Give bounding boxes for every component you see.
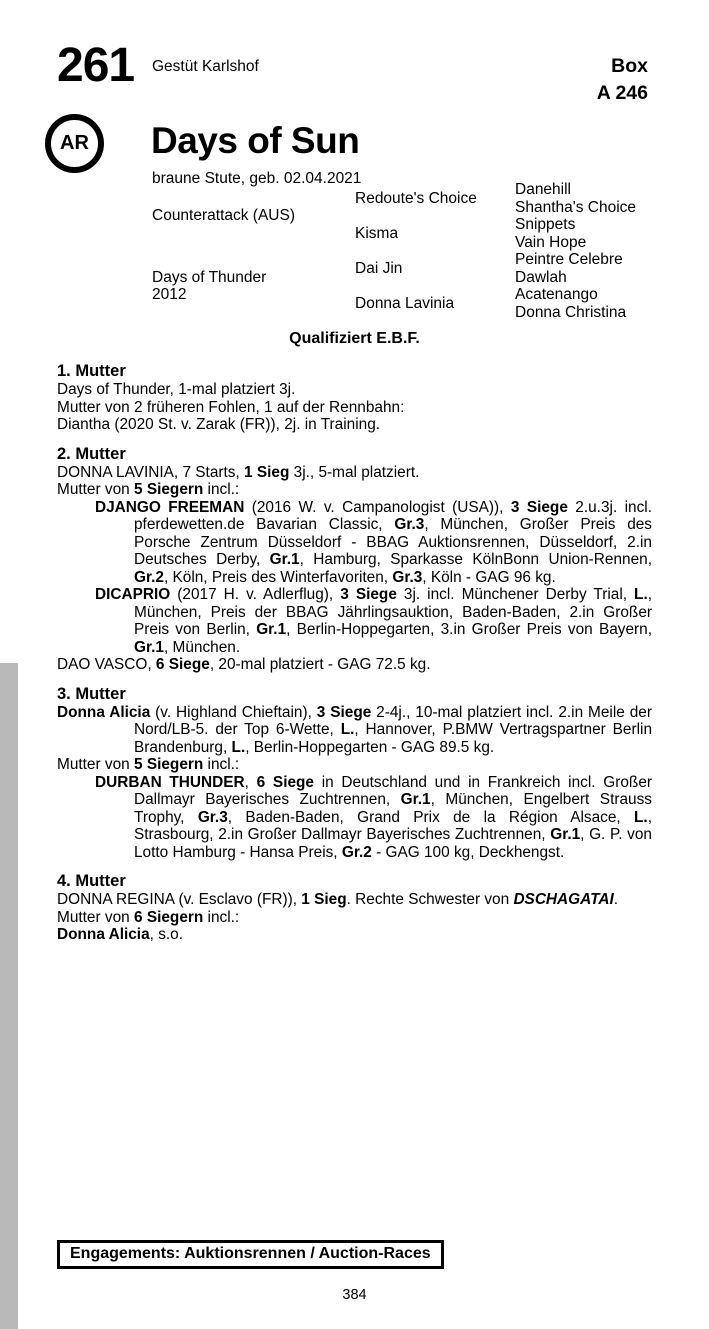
section-heading: 4. Mutter [57, 872, 126, 890]
pedigree-text-paragraph: DONNA LAVINIA, 7 Starts, 1 Sieg 3j., 5-mal platziert. [57, 463, 420, 481]
box-assignment [597, 53, 648, 107]
pedigree-text-paragraph: DJANGO FREEMAN (2016 W. v. Campanologist (USA)), 3 Siege 2.u.3j. incl. pferdewetten.de Bavarian Classic, Gr.3, München, Großer Preis des Porsche Zentrum Düsseldorf - BBAG Auktionsrennen, Düsseldorf, 2.in Deutsches Derby, Gr.1, Hamburg, Sparkasse KölnBonn Union-Rennen, Gr.2, Köln, Preis des Winterfavoriten, Gr.3, Köln - GAG 96 kg. [95, 498, 653, 586]
great-grandparent-name: Dawlah [515, 268, 567, 286]
breeder-brand-mark [45, 114, 104, 173]
pedigree-text-paragraph: DICAPRIO (2017 H. v. Adlerflug), 3 Siege 3j. incl. Münchener Derby Trial, L., München, Preis der BBAG Jährlingsauktion, Baden-Baden, 2.in Großer Preis von Berlin, Gr.1, Berlin-Hoppegarten, 3.in Großer Preis von Bayern, Gr.1, München. [95, 586, 653, 656]
great-grandparent-name: Peintre Celebre [515, 251, 623, 268]
pedigree-text-paragraph: Donna Alicia, s.o. [57, 926, 184, 943]
grandparent-name: Kisma [355, 224, 399, 242]
section-heading: 1. Mutter [57, 362, 126, 380]
grandparent-name: Redoute's Choice [355, 189, 477, 207]
pedigree-text-paragraph: DURBAN THUNDER, 6 Siege in Deutschland und in Frankreich incl. Großer Dallmayr Bayerisches Zuchtrennen, Gr.1, München, Engelbert Strauss Trophy, Gr.3, Baden-Baden, Grand Prix de la Région Alsace, L., Strasbourg, 2.in Großer Dallmayr Bayerisches Zuchtrennen, Gr.1, G. P. von Lotto Hamburg - Hansa Preis, Gr.2 - GAG 100 kg, Deckhengst. [95, 773, 652, 861]
great-grandparent-name: Acatenango [515, 286, 598, 303]
brand-letters: AR [60, 132, 89, 154]
pedigree-text-paragraph: DAO VASCO, 6 Siege, 20-mal platziert - GAG 72.5 kg. [57, 656, 431, 673]
section-heading: 3. Mutter [57, 684, 126, 703]
great-grandparent-name: Danehill [515, 181, 572, 198]
dam-year: 2012 [152, 286, 187, 303]
pedigree-text-paragraph: Days of Thunder, 1-mal platziert 3j. [57, 381, 296, 398]
great-grandparent-name: Vain Hope [515, 233, 587, 251]
horse-description: braune Stute, geb. 02.04.2021 [152, 170, 362, 187]
pedigree-text-paragraph: Diantha (2020 St. v. Zarak (FR)), 2j. in Training. [57, 416, 381, 433]
pedigree-text-paragraph: Mutter von 5 Siegern incl.: [57, 481, 240, 498]
mutter-sections [57, 351, 652, 944]
engagements-box: Engagements: Auktionsrennen / Auction-Races [57, 1240, 444, 1269]
section-heading: 2. Mutter [57, 444, 126, 463]
sire-name: Counterattack (AUS) [152, 207, 295, 225]
lot-number: 261 [57, 39, 135, 92]
pedigree-text-paragraph: Donna Alicia (v. Highland Chieftain), 3 Siege 2-4j., 10-mal platziert incl. 2.in Meile der Nord/LB-5. der Top 6-Wette, L., Hannover, P.BMW Vertragspartner Berlin Brandenburg, L., Berlin-Hoppegarten - GAG 89.5 kg. [57, 703, 653, 756]
pedigree-text-paragraph: Mutter von 5 Siegern incl.: [57, 756, 240, 773]
great-grandparent-name: Donna Christina [515, 303, 627, 321]
pedigree-text-paragraph: Mutter von 2 früheren Fohlen, 1 auf der Rennbahn: [57, 398, 405, 416]
box-number: A 246 [596, 82, 648, 104]
grandparent-name: Dai Jin [355, 259, 403, 277]
pedigree-text-paragraph: DONNA REGINA (v. Esclavo (FR)), 1 Sieg. Rechte Schwester von DSCHAGATAI. [57, 891, 619, 908]
great-grandparent-name: Snippets [515, 216, 576, 233]
grandparent-name: Donna Lavinia [355, 294, 455, 312]
ebf-qualification: Qualifiziert E.B.F. [289, 330, 420, 347]
left-scan-bar [0, 663, 18, 1329]
consignor-name: Gestüt Karlshof [152, 58, 259, 75]
great-grandparent-name: Shantha's Choice [515, 198, 637, 216]
dam-name [152, 251, 355, 321]
box-label: Box [611, 55, 648, 77]
pedigree-text-paragraph: Mutter von 6 Siegern incl.: [57, 908, 240, 926]
pedigree-table [152, 181, 652, 321]
page-number: 384 [342, 1287, 367, 1303]
dam-name-text: Days of Thunder [152, 268, 267, 286]
horse-name: Days of Sun [151, 120, 360, 161]
